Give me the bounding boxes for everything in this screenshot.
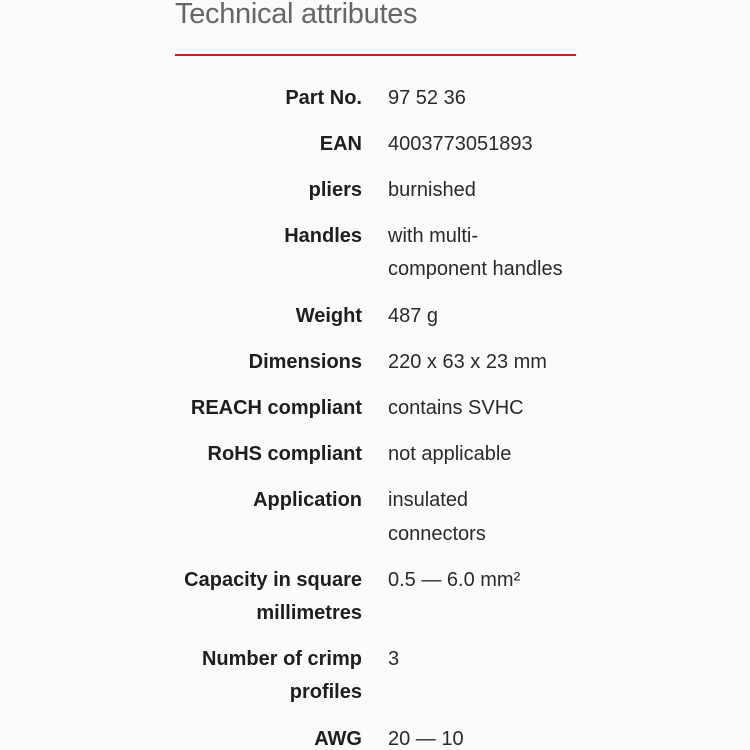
attr-label-rohs-compliant: RoHS compliant	[207, 443, 362, 465]
attr-label-capacity-line-1: Capacity in square	[184, 569, 362, 591]
attr-value-rohs-compliant: not applicable	[388, 443, 512, 465]
attr-value-handles-line-1: with multi-	[388, 225, 479, 247]
attr-label-pliers: pliers	[308, 179, 362, 201]
attr-label-application: Application	[253, 489, 362, 511]
attr-label-crimp-profiles-line-2: profiles	[289, 681, 362, 703]
attr-value-part-no: 97 52 36	[388, 87, 466, 109]
attr-value-ean: 4003773051893	[388, 133, 533, 155]
attr-label-capacity-line-2: millimetres	[256, 602, 362, 624]
attr-label-crimp-profiles-line-1: Number of crimp	[201, 648, 362, 670]
attr-value-crimp-profiles: 3	[388, 648, 400, 670]
attr-value-application-line-1: insulated	[388, 489, 469, 511]
attr-label-reach-compliant: REACH compliant	[190, 397, 362, 419]
attr-label-weight: Weight	[295, 305, 362, 327]
attr-value-awg: 20 — 10	[388, 728, 464, 750]
attr-value-capacity: 0.5 — 6.0 mm²	[388, 569, 521, 591]
attr-value-handles-line-2: component handles	[388, 258, 563, 280]
attr-value-reach-compliant: contains SVHC	[388, 397, 524, 419]
attr-value-dimensions: 220 x 63 x 23 mm	[388, 351, 547, 373]
attr-label-dimensions: Dimensions	[248, 351, 362, 373]
attr-label-handles: Handles	[284, 225, 362, 247]
section-title: Technical attributes	[175, 0, 418, 30]
attr-label-part-no: Part No.	[285, 87, 362, 109]
attr-label-awg: AWG	[314, 728, 362, 750]
attr-value-pliers: burnished	[388, 179, 476, 201]
attr-label-ean: EAN	[319, 133, 362, 155]
attr-value-application-line-2: connectors	[388, 523, 486, 545]
attr-value-weight: 487 g	[388, 305, 439, 327]
